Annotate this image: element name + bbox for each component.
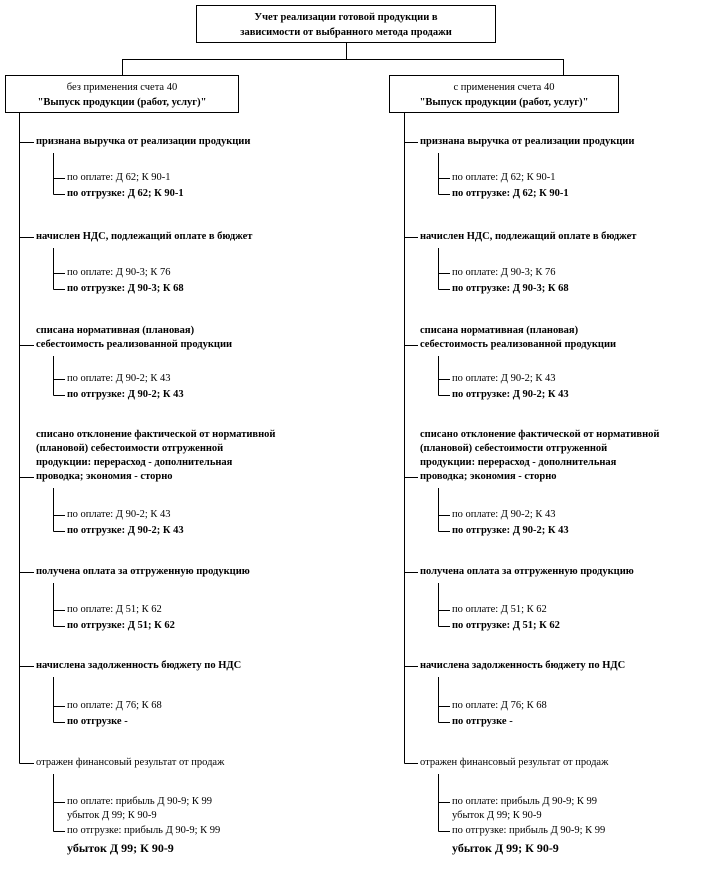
posting-item: по оплате: Д 62; К 90-1 <box>452 172 556 183</box>
section-title-line: начислена задолженность бюджету по НДС <box>420 660 626 671</box>
section-title <box>420 135 634 149</box>
posting-item: по отгрузке: Д 90-2; К 43 <box>452 389 569 400</box>
posting-item: по отгрузке: прибыль Д 90-9; К 99 <box>67 825 221 836</box>
section-title-line: списана нормативная (плановая) <box>420 325 579 336</box>
section-title <box>36 756 224 770</box>
posting-item: по оплате: Д 90-2; К 43 <box>67 373 171 384</box>
title-box <box>196 5 496 43</box>
posting-item: по отгрузке: Д 90-2; К 43 <box>67 525 184 536</box>
posting-item: по отгрузке - <box>67 716 128 727</box>
posting-item: по оплате: прибыль Д 90-9; К 99 <box>67 796 213 807</box>
section-title <box>36 428 275 484</box>
column-header-line-2: "Выпуск продукции (работ, услуг)" <box>419 97 589 108</box>
posting-item: по отгрузке: прибыль Д 90-9; К 99 <box>452 825 606 836</box>
posting-item: убыток Д 99; К 90-9 <box>67 841 174 855</box>
section-title <box>420 659 625 673</box>
posting-item: по отгрузке: Д 51; К 62 <box>67 620 175 631</box>
section-title-line: продукции: перерасход - дополнительная <box>36 457 233 468</box>
section-title <box>420 428 659 484</box>
section-title <box>36 230 252 244</box>
posting-item: убыток Д 99; К 90-9 <box>452 841 559 855</box>
section-title <box>36 324 232 352</box>
section-title-line: признана выручка от реализации продукции <box>36 136 251 147</box>
posting-item: по отгрузке: Д 90-3; К 68 <box>452 283 569 294</box>
posting-item: убыток Д 99; К 90-9 <box>67 810 157 821</box>
posting-item: по оплате: Д 62; К 90-1 <box>67 172 171 183</box>
section-title <box>420 324 616 352</box>
section-title-line: себестоимость реализованной продукции <box>420 339 617 350</box>
section-title-line: себестоимость реализованной продукции <box>36 339 233 350</box>
posting-item: по оплате: Д 90-2; К 43 <box>67 509 171 520</box>
section-title-line: отражен финансовый результат от продаж <box>420 757 609 768</box>
section-title <box>420 756 608 770</box>
posting-item: по оплате: Д 90-3; К 76 <box>452 267 556 278</box>
posting-item: по отгрузке: Д 51; К 62 <box>452 620 560 631</box>
section-title <box>36 135 250 149</box>
section-title-line: списано отклонение фактической от нормативной <box>36 429 276 440</box>
posting-item: по отгрузке: Д 90-2; К 43 <box>67 389 184 400</box>
column-header-without-account-40 <box>5 75 239 113</box>
posting-item: по отгрузке: Д 62; К 90-1 <box>67 188 184 199</box>
section-title <box>420 565 634 579</box>
posting-item: по оплате: Д 51; К 62 <box>67 604 162 615</box>
posting-item: по отгрузке: Д 90-3; К 68 <box>67 283 184 294</box>
posting-item: по оплате: прибыль Д 90-9; К 99 <box>452 796 598 807</box>
title-line-2: зависимости от выбранного метода продажи <box>240 27 452 38</box>
posting-item: по отгрузке: Д 62; К 90-1 <box>452 188 569 199</box>
section-title-line: списано отклонение фактической от нормативной <box>420 429 660 440</box>
posting-item: по отгрузке: Д 90-2; К 43 <box>452 525 569 536</box>
posting-item: по оплате: Д 90-2; К 43 <box>452 509 556 520</box>
section-title-line: (плановой) себестоимости отгруженной <box>36 443 224 454</box>
section-title-line: начислен НДС, подлежащий оплате в бюджет <box>420 231 637 242</box>
section-title-line: получена оплата за отгруженную продукцию <box>420 566 634 577</box>
posting-item: по оплате: Д 76; К 68 <box>67 700 162 711</box>
posting-item: по оплате: Д 90-2; К 43 <box>452 373 556 384</box>
column-header-line-1: без применения счета 40 <box>66 82 178 93</box>
section-title-line: признана выручка от реализации продукции <box>420 136 635 147</box>
column-header-with-account-40 <box>389 75 619 113</box>
section-title-line: получена оплата за отгруженную продукцию <box>36 566 250 577</box>
posting-item: по оплате: Д 51; К 62 <box>452 604 547 615</box>
section-title-line: (плановой) себестоимости отгруженной <box>420 443 608 454</box>
section-title <box>36 659 241 673</box>
section-title-line: начислен НДС, подлежащий оплате в бюджет <box>36 231 253 242</box>
section-title-line: отражен финансовый результат от продаж <box>36 757 225 768</box>
section-title-line: проводка; экономия - сторно <box>420 471 557 482</box>
posting-item: убыток Д 99; К 90-9 <box>452 810 542 821</box>
section-title-line: проводка; экономия - сторно <box>36 471 173 482</box>
posting-item: по отгрузке - <box>452 716 513 727</box>
section-title-line: начислена задолженность бюджету по НДС <box>36 660 242 671</box>
section-title <box>420 230 636 244</box>
column-header-line-1: с применения счета 40 <box>453 82 555 93</box>
column-header-line-2: "Выпуск продукции (работ, услуг)" <box>37 97 207 108</box>
posting-item: по оплате: Д 76; К 68 <box>452 700 547 711</box>
section-title-line: продукции: перерасход - дополнительная <box>420 457 617 468</box>
section-title-line: списана нормативная (плановая) <box>36 325 195 336</box>
section-title <box>36 565 250 579</box>
title-line-1: Учет реализации готовой продукции в <box>254 12 438 23</box>
posting-item: по оплате: Д 90-3; К 76 <box>67 267 171 278</box>
